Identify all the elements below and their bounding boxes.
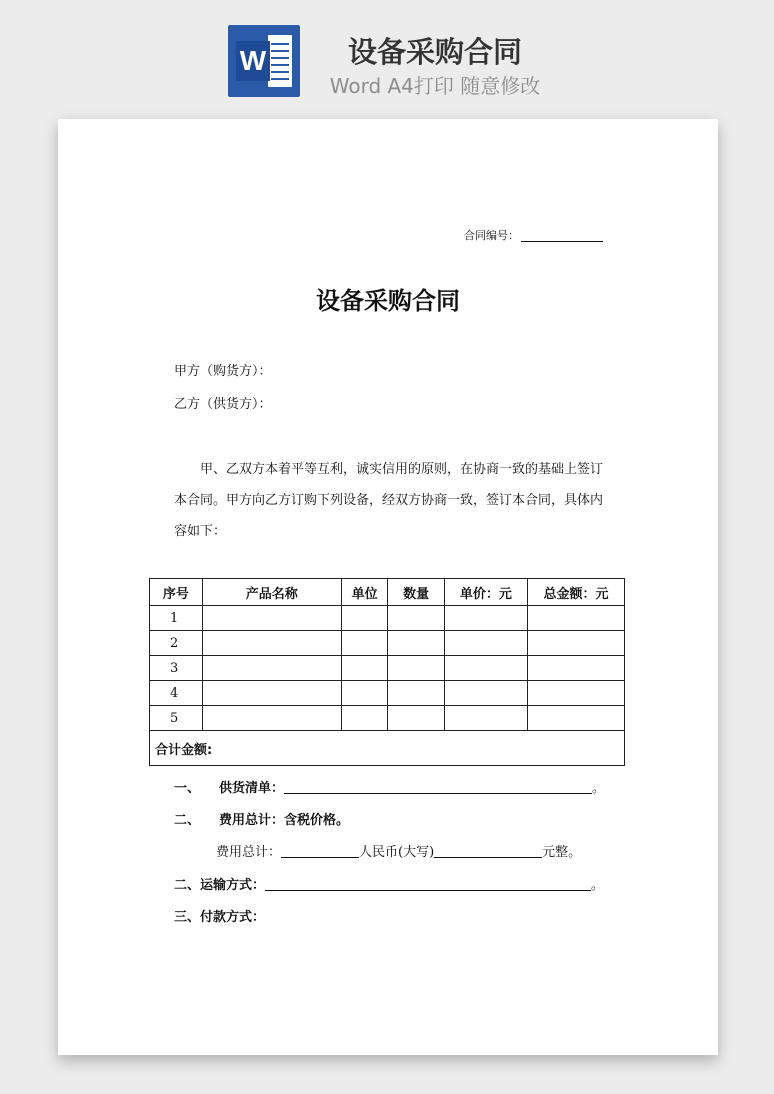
banner — [0, 0, 774, 112]
clause-2 — [174, 809, 349, 828]
party-a-label: 甲方（购货方）： — [174, 364, 272, 379]
total-row — [150, 731, 625, 766]
row-index: 5 — [150, 706, 203, 731]
header-product-name: 产品名称 — [202, 579, 341, 606]
party-b-label: 乙方（供货方）： — [174, 397, 272, 412]
document-title: 设备采购合同 — [316, 287, 460, 315]
total-amount-label: 合计金额: — [150, 731, 625, 766]
banner-title: 设备采购合同 — [347, 35, 522, 69]
contract-number-label: 合同编号： — [464, 229, 519, 242]
clause-1-label: 供货清单： — [219, 781, 285, 796]
clause-1-number: 一、 — [174, 781, 201, 796]
clause-1: 一、 供货清单： 。 — [174, 781, 606, 796]
table-header-row — [150, 579, 625, 606]
row-index: 4 — [150, 681, 203, 706]
cost-total-blank — [281, 845, 359, 858]
document-page — [58, 119, 718, 1055]
header-unit-price: 单价：元 — [444, 579, 527, 606]
word-icon — [228, 25, 300, 97]
rmb-capital-blank — [434, 845, 542, 858]
clause-2-detail: 费用总计： 人民币(大写) 元整。 — [216, 845, 582, 860]
word-icon-letter: W — [236, 41, 270, 81]
cost-total-label: 费用总计： — [216, 845, 282, 860]
clause-2-number: 二、 — [174, 813, 201, 828]
shipping-method-label: 二、运输方式： — [174, 878, 266, 893]
shipping-method-blank — [265, 878, 591, 891]
banner-subtitle: Word A4打印 随意修改 — [329, 74, 541, 98]
row-index: 1 — [150, 606, 203, 631]
table-row — [150, 656, 625, 681]
row-index: 2 — [150, 631, 203, 656]
contract-number-row — [464, 227, 603, 243]
table-row — [150, 606, 625, 631]
clause-2-label: 费用总计：含税价格。 — [219, 813, 350, 828]
intro-paragraph: 甲、乙双方本着平等互利，诚实信用的原则，在协商一致的基础上签订本合同。甲方向乙方订购下列设备，经双方协商一致，签订本合同，具体内容如下： — [174, 462, 604, 539]
clause-3: 二、运输方式： 。 — [174, 878, 605, 893]
table-row — [150, 631, 625, 656]
contract-number-blank — [521, 230, 603, 242]
header-index: 序号 — [150, 579, 203, 606]
equipment-table — [149, 578, 625, 766]
rmb-capital-label: 人民币(大写) — [359, 845, 435, 860]
clause-1-blank — [284, 781, 592, 794]
header-quantity: 数量 — [388, 579, 444, 606]
row-index: 3 — [150, 656, 203, 681]
payment-method-label: 三、付款方式： — [174, 910, 266, 925]
table-row — [150, 681, 625, 706]
header-total-amount: 总金额：元 — [527, 579, 624, 606]
table-row — [150, 706, 625, 731]
header-unit: 单位 — [341, 579, 388, 606]
